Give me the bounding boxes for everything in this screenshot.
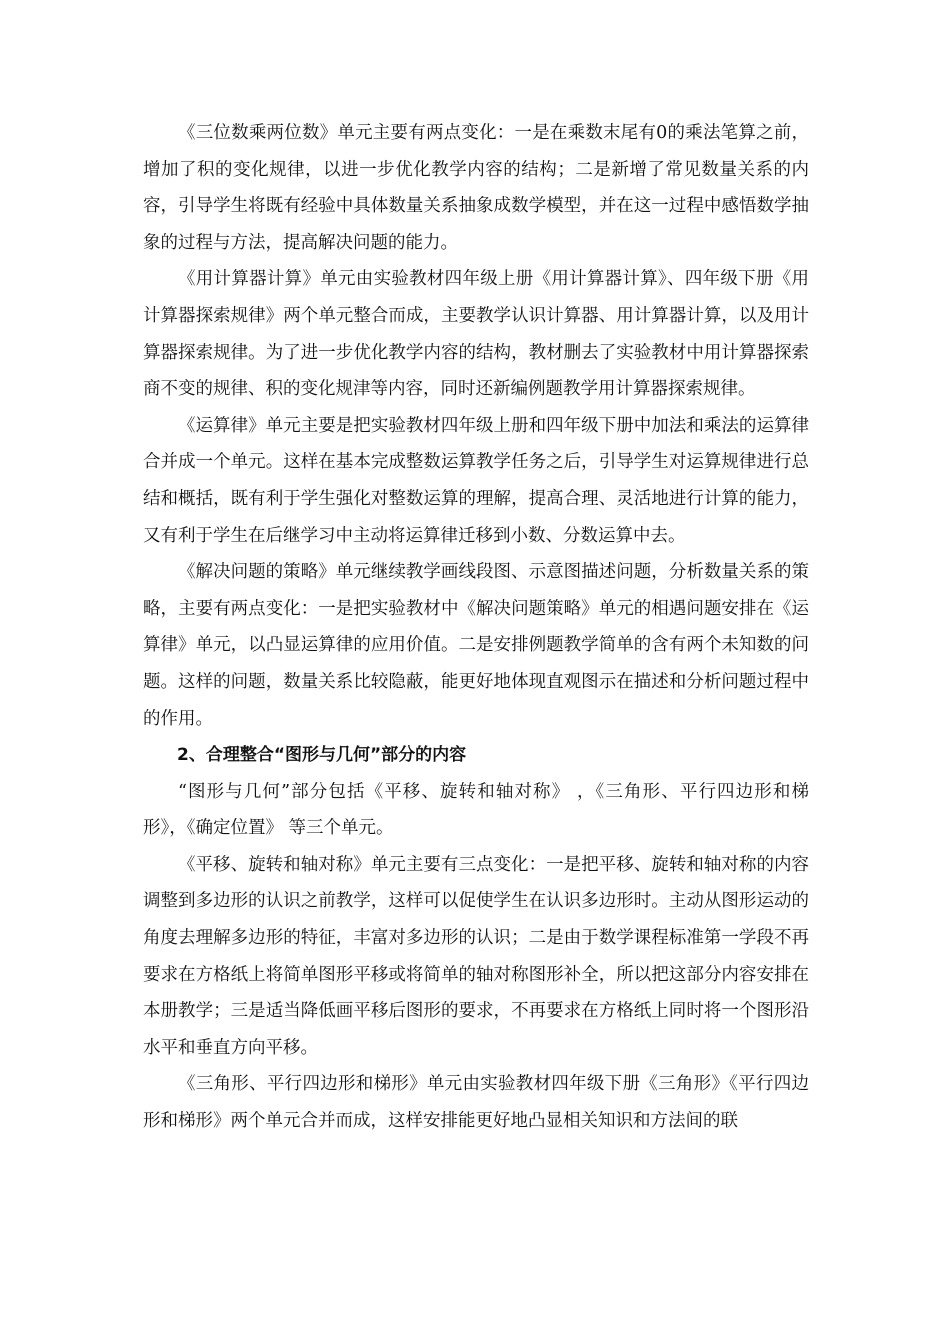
paragraph-multiplication-unit: 《三位数乘两位数》单元主要有两点变化：一是在乘数末尾有0的乘法笔算之前，增加了积的变化规律，以进一步优化教学内容的结构；二是新增了常见数量关系的内容，引导学生将既有经验中具体数量关系抽象成数学模型，并在这一过程中感悟数学抽象的过程与方法，提高解决问题的能力。 <box>143 123 809 253</box>
paragraph-geometry-overview: “图形与几何”部分包括《平移、旋转和轴对称》 ，《三角形、平行四边形和梯形》，《确定位置》 等三个单元。 <box>143 781 809 839</box>
paragraph-operation-laws-unit: 《运算律》单元主要是把实验教材四年级上册和四年级下册中加法和乘法的运算律合并成一个单元。这样在基本完成整数运算教学任务之后，引导学生对运算规律进行总结和概括，既有利于学生强化对整数运算的理解，提高合理、灵活地进行计算的能力，又有利于学生在后继学习中主动将运算律迁移到小数、分数运算中去。 <box>143 415 809 546</box>
paragraph-calculator-unit: 《用计算器计算》单元由实验教材四年级上册《用计算器计算》、四年级下册《用计算器探索规律》两个单元整合而成，主要教学认识计算器、用计算器计算，以及用计算器探索规律。为了进一步优化教学内容的结构，教材删去了实验教材中用计算器探索商不变的规律、积的变化规津等内容，同时还新编例题教学用计算器探索规律。 <box>143 269 809 400</box>
paragraph-triangle-unit: 《三角形、平行四边形和梯形》单元由实验教材四年级下册《三角形》《平行四边形和梯形》两个单元合并而成，这样安排能更好地凸显相关知识和方法间的联 <box>143 1074 809 1132</box>
document-body <box>143 115 809 1140</box>
section-heading-geometry: 2、合理整合“图形与几何”部分的内容 <box>177 745 467 766</box>
paragraph-problem-strategy-unit: 《解决问题的策略》单元继续教学画线段图、示意图描述问题，分析数量关系的策略，主要有两点变化：一是把实验教材中《解决问题策略》单元的相遇问题安排在《运算律》单元，以凸显运算律的应用价值。二是安排例题教学简单的含有两个未知数的问题。这样的问题，数量关系比较隐蔽，能更好地体现直观图示在描述和分析问题过程中的作用。 <box>143 562 809 729</box>
paragraph-transformation-unit: 《平移、旋转和轴对称》单元主要有三点变化：一是把平移、旋转和轴对称的内容调整到多边形的认识之前教学，这样可以促使学生在认识多边形时。主动从图形运动的角度去理解多边形的特征，丰富对多边形的认识；二是由于数学课程标准第一学段不再要求在方格纸上将简单图形平移或将简单的轴对称图形补全，所以把这部分内容安排在本册教学；三是适当降低画平移后图形的要求，不再要求在方格纸上同时将一个图形沿水平和垂直方向平移。 <box>143 854 809 1058</box>
